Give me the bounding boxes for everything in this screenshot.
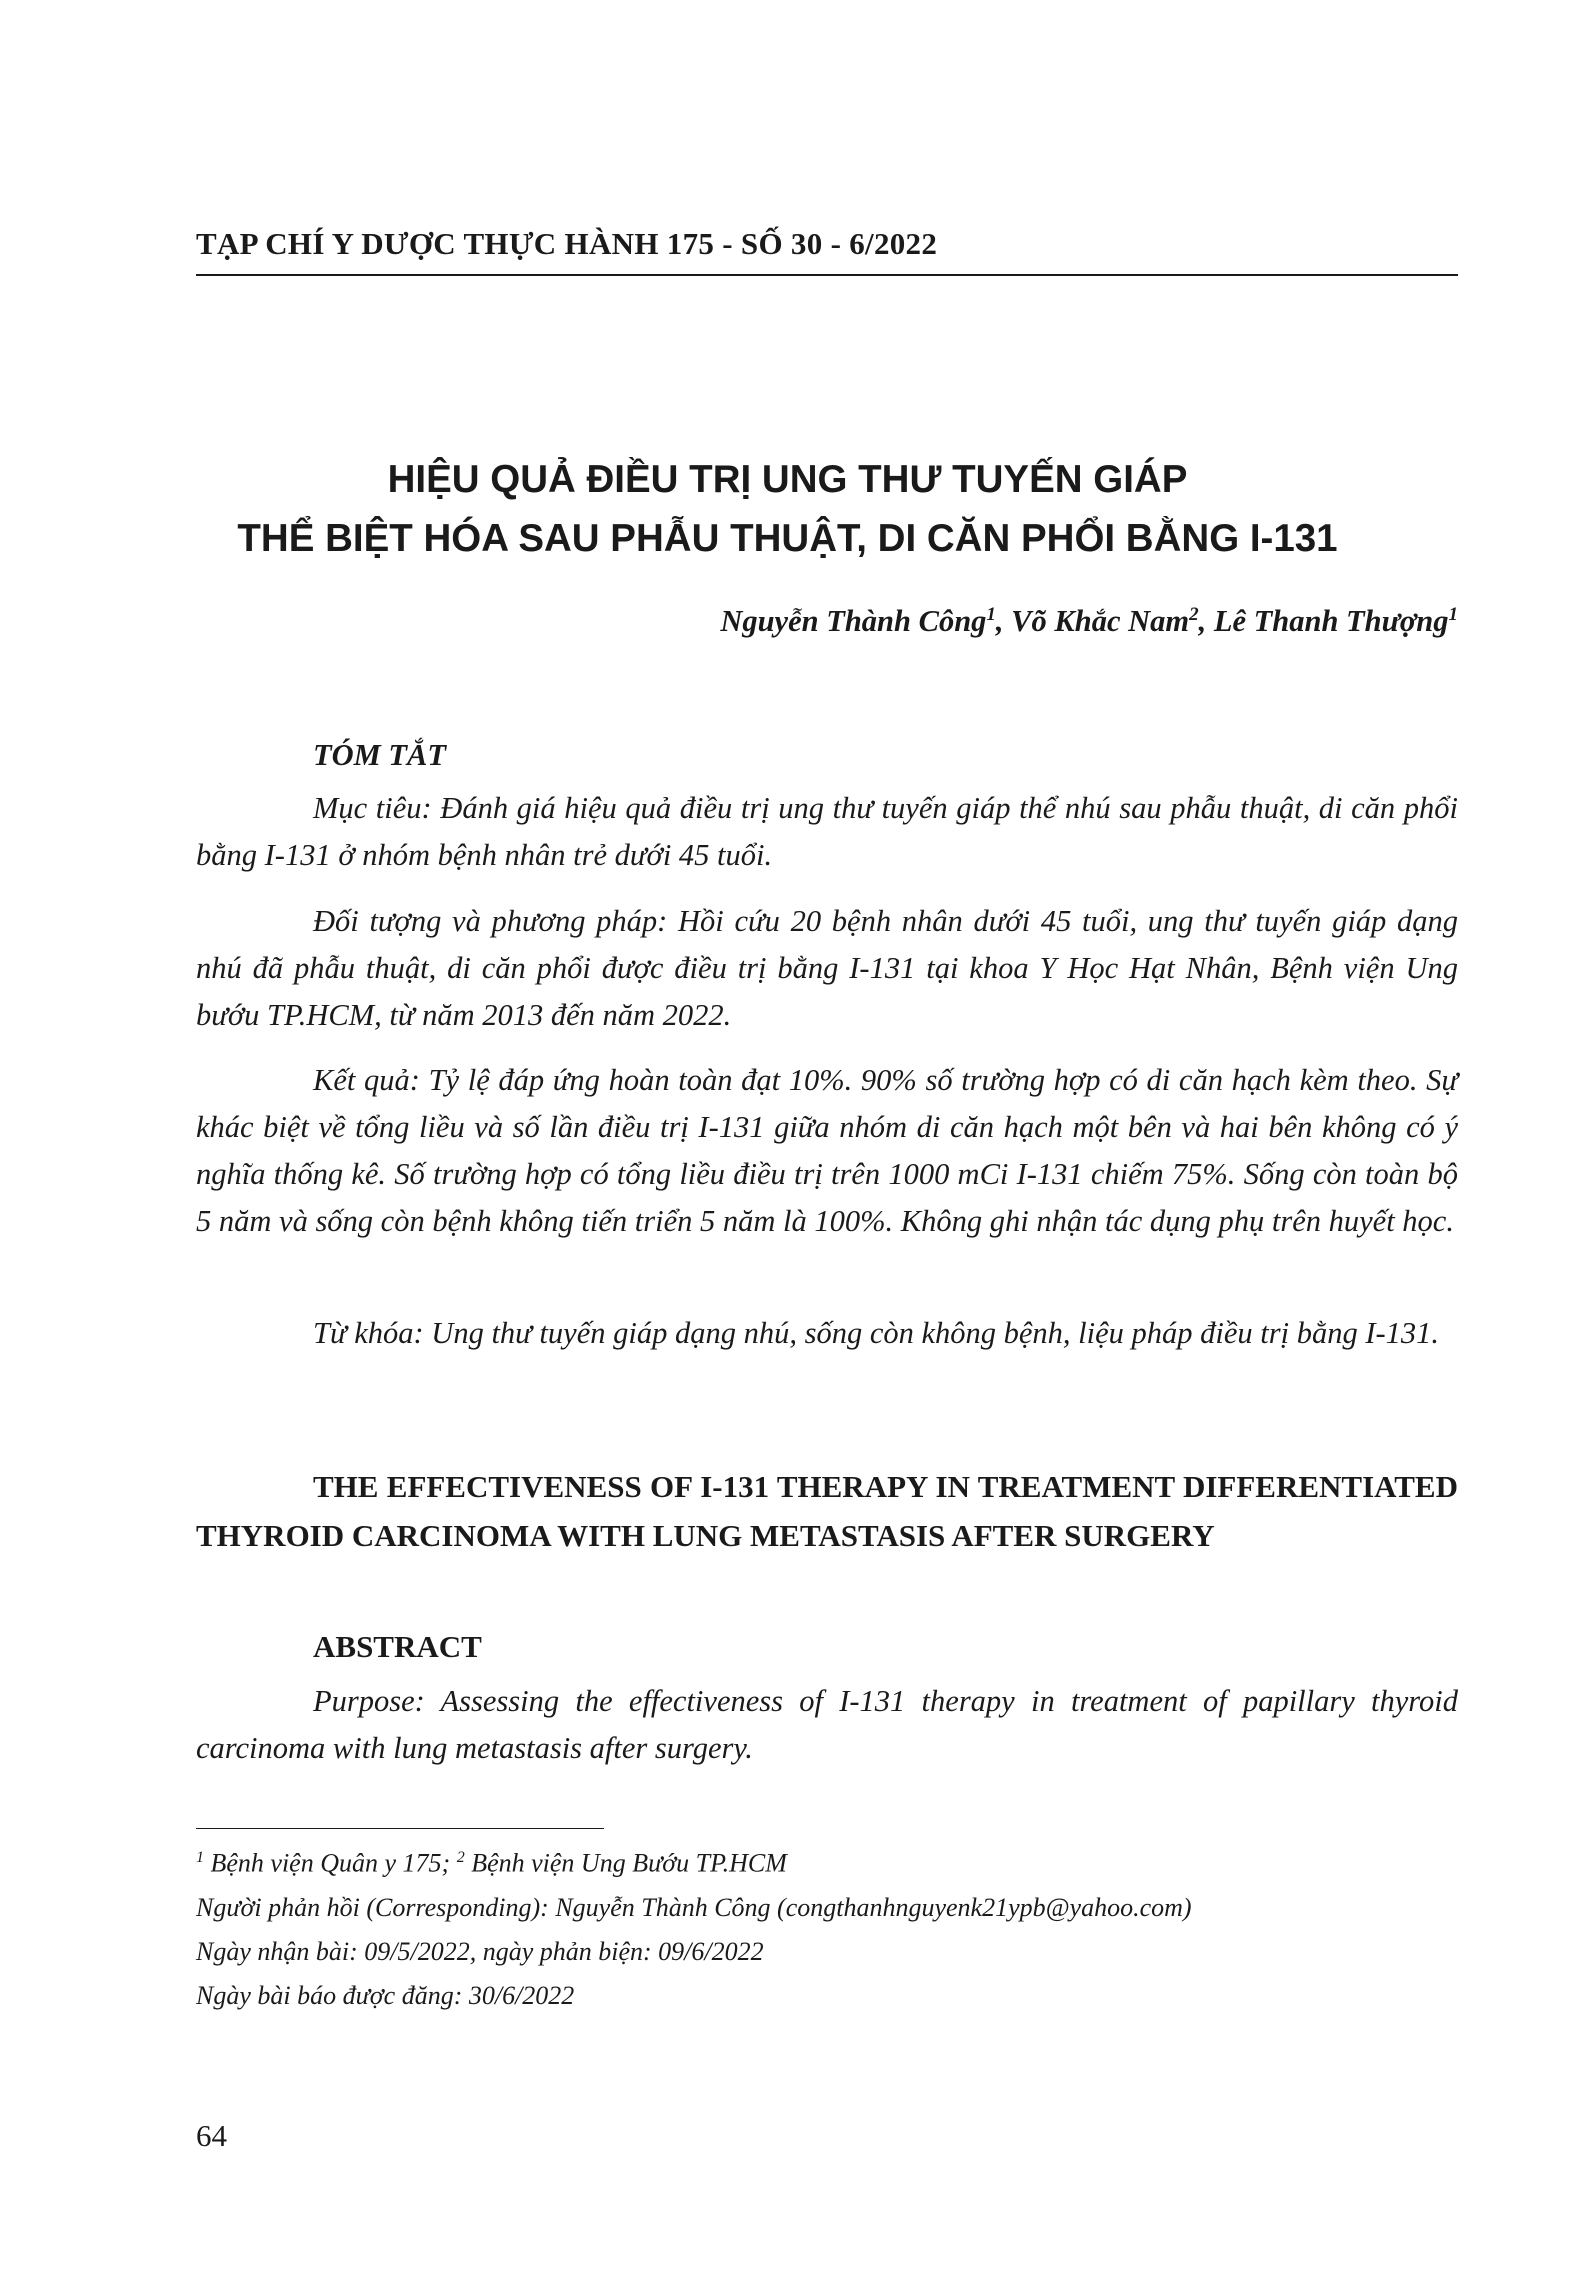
abstract-en-purpose: Purpose: Assessing the effectiveness of I-131 therapy in treatment of papillary thyroid carcinoma with lung metastasis after surgery. xyxy=(196,1684,1458,1765)
footnote-corresponding: Người phản hồi (Corresponding): Nguyễn Thành Công (congthanhnguyenk21ypb@yahoo.com) xyxy=(196,1892,1192,1922)
abstract-vi-objective: Mục tiêu: Đánh giá hiệu quả điều trị ung thư tuyến giáp thể nhú sau phẫu thuật, di căn phổi bằng I-131 ở nhóm bệnh nhân trẻ dưới 45 tuổi. xyxy=(196,791,1458,872)
footnotes xyxy=(196,1836,1458,2018)
author-affiliation: 1 xyxy=(986,604,996,625)
author-name: Nguyễn Thành Công xyxy=(720,604,987,639)
title-line-1: HIỆU QUẢ ĐIỀU TRỊ UNG THƯ TUYẾN GIÁP xyxy=(387,458,1188,501)
article-title xyxy=(150,450,1425,568)
footnote-divider xyxy=(196,1828,604,1829)
page-number: 64 xyxy=(196,2118,227,2153)
journal-running-header: TẠP CHÍ Y DƯỢC THỰC HÀNH 175 - SỐ 30 - 6/2022 xyxy=(196,226,1458,276)
abstract-vi-methods: Đối tượng và phương pháp: Hồi cứu 20 bệnh nhân dưới 45 tuổi, ung thư tuyến giáp dạng nhú đã phẫu thuật, di căn phổi được điều trị bằng I-131 tại khoa Y Học Hạt Nhân, Bệnh viện Ung bướu TP.HCM, từ năm 2013 đến năm 2022. xyxy=(196,904,1458,1032)
footnote-affiliations: $^1$ Bệnh viện Quân y 175; $^2$ Bệnh viện Ung Bướu TP.HCM xyxy=(196,1848,787,1878)
abstract-vi-keywords: Từ khóa: Ung thư tuyến giáp dạng nhú, sống còn không bệnh, liệu pháp điều trị bằng I-131. xyxy=(313,1316,1440,1350)
author-name: Lê Thanh Thượng xyxy=(1213,604,1449,639)
abstract-vi-heading: TÓM TẮT xyxy=(313,738,447,772)
author-affiliation: 1 xyxy=(1448,604,1458,625)
abstract-vi-results: Kết quả: Tỷ lệ đáp ứng hoàn toàn đạt 10%. 90% số trường hợp có di căn hạch kèm theo. Sự khác biệt về tổng liều và số lần điều trị I-131 giữa nhóm di căn hạch một bên và hai bên không có ý nghĩa thống kê. Số trường hợp có tổng liều điều trị trên 1000 mCi I-131 chiếm 75%. Sống còn toàn bộ 5 năm và sống còn bệnh không tiến triển 5 năm là 100%. Không ghi nhận tác dụng phụ trên huyết học. xyxy=(196,1063,1458,1238)
footnote-received: Ngày nhận bài: 09/5/2022, ngày phản biện: 09/6/2022 xyxy=(196,1936,764,1966)
title-line-2: THỂ BIỆT HÓA SAU PHẪU THUẬT, DI CĂN PHỔI BẰNG I-131 xyxy=(237,517,1338,560)
author-affiliation: 2 xyxy=(1189,604,1199,625)
english-title: THE EFFECTIVENESS OF I-131 THERAPY IN TREATMENT DIFFERENTIATED THYROID CARCINOMA WITH LUNG METASTASIS AFTER SURGERY xyxy=(196,1469,1458,1553)
author-list: Nguyễn Thành Công$^1$, Võ Khắc Nam$^2$, Lê Thanh Thượng$^1$ xyxy=(720,604,1458,639)
footnote-published: Ngày bài báo được đăng: 30/6/2022 xyxy=(196,1980,575,2010)
author-name: Võ Khắc Nam xyxy=(1011,604,1190,639)
abstract-en-heading: ABSTRACT xyxy=(313,1629,482,1664)
